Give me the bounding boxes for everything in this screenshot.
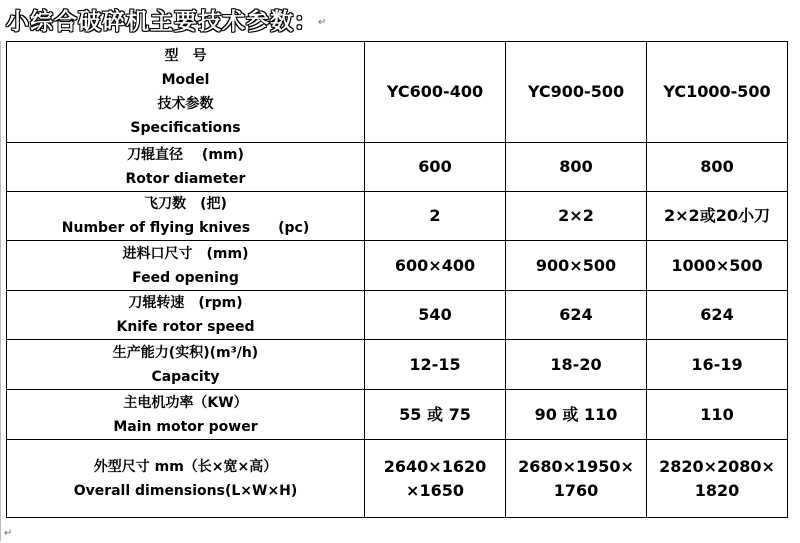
value-cell: 800 — [506, 143, 647, 192]
row-label-en: Rotor diameter — [125, 171, 246, 187]
row-label-en: Knife rotor speed — [116, 319, 255, 335]
model-cell: YC1000-500 — [647, 42, 788, 143]
header-label-en2: Specifications — [130, 120, 241, 136]
value-cell: 624 — [647, 291, 788, 340]
table-row — [7, 291, 788, 340]
paragraph-mark-icon: ↵ — [4, 528, 13, 539]
row-label-en: Number of flying knives (pc) — [61, 220, 310, 236]
page-title — [6, 3, 327, 36]
table-row — [7, 143, 788, 192]
value-cell: 624 — [506, 291, 647, 340]
row-label-en: Feed opening — [132, 269, 239, 286]
value-cell: 18-20 — [506, 340, 647, 390]
row-label-en: Overall dimensions(L×W×H) — [73, 482, 298, 499]
value-cell: 540 — [365, 291, 506, 340]
header-label-cell — [7, 42, 365, 143]
table-header-row — [7, 42, 788, 143]
value-cell: 110 — [647, 390, 788, 440]
row-label-zh: 刀辊转速 (rpm) — [128, 295, 243, 311]
value-cell: 600 — [365, 143, 506, 192]
header-label-zh1: 型 号 — [164, 48, 207, 64]
row-label-zh: 刀辊直径 (mm) — [127, 147, 244, 163]
row-label-zh: 主电机功率（KW） — [123, 394, 248, 411]
row-label-en: Main motor power — [113, 418, 258, 435]
page-title-text: 小综合破碎机主要技术参数： — [6, 9, 318, 35]
value-cell: 12-15 — [365, 340, 506, 390]
header-label-zh2: 技术参数 — [157, 96, 214, 112]
value-cell: 2640×1620 ×1650 — [365, 440, 506, 518]
row-label-cell — [7, 241, 365, 291]
row-label-zh: 飞刀数 (把) — [144, 196, 227, 212]
value-cell: 90 或 110 — [506, 390, 647, 440]
row-label-zh: 生产能力(实积)(m³/h) — [112, 344, 259, 361]
table-row — [7, 390, 788, 440]
value-cell: 800 — [647, 143, 788, 192]
value-cell: 2820×2080× 1820 — [647, 440, 788, 518]
value-cell: 600×400 — [365, 241, 506, 291]
table-row — [7, 192, 788, 241]
row-label-cell — [7, 192, 365, 241]
row-label-cell — [7, 440, 365, 518]
value-cell: 2 — [365, 192, 506, 241]
table-row — [7, 241, 788, 291]
model-cell: YC900-500 — [506, 42, 647, 143]
paragraph-mark-icon: ↵ — [318, 17, 328, 28]
row-label-zh: 外型尺寸 mm（长×宽×高） — [93, 458, 278, 475]
row-label-cell — [7, 143, 365, 192]
value-cell: 1000×500 — [647, 241, 788, 291]
value-cell: 2680×1950× 1760 — [506, 440, 647, 518]
value-cell: 55 或 75 — [365, 390, 506, 440]
header-label-en1: Model — [161, 72, 210, 88]
value-cell: 2×2或20小刀 — [647, 192, 788, 241]
row-label-zh: 进料口尺寸 (mm) — [122, 245, 249, 262]
value-cell: 16-19 — [647, 340, 788, 390]
row-label-cell — [7, 340, 365, 390]
table-row — [7, 440, 788, 518]
margin-guide-line — [0, 41, 1, 541]
row-label-cell — [7, 291, 365, 340]
value-cell: 2×2 — [506, 192, 647, 241]
table-row — [7, 340, 788, 390]
value-cell: 900×500 — [506, 241, 647, 291]
row-label-en: Capacity — [151, 368, 220, 385]
model-cell: YC600-400 — [365, 42, 506, 143]
row-label-cell — [7, 390, 365, 440]
spec-table — [6, 41, 788, 518]
